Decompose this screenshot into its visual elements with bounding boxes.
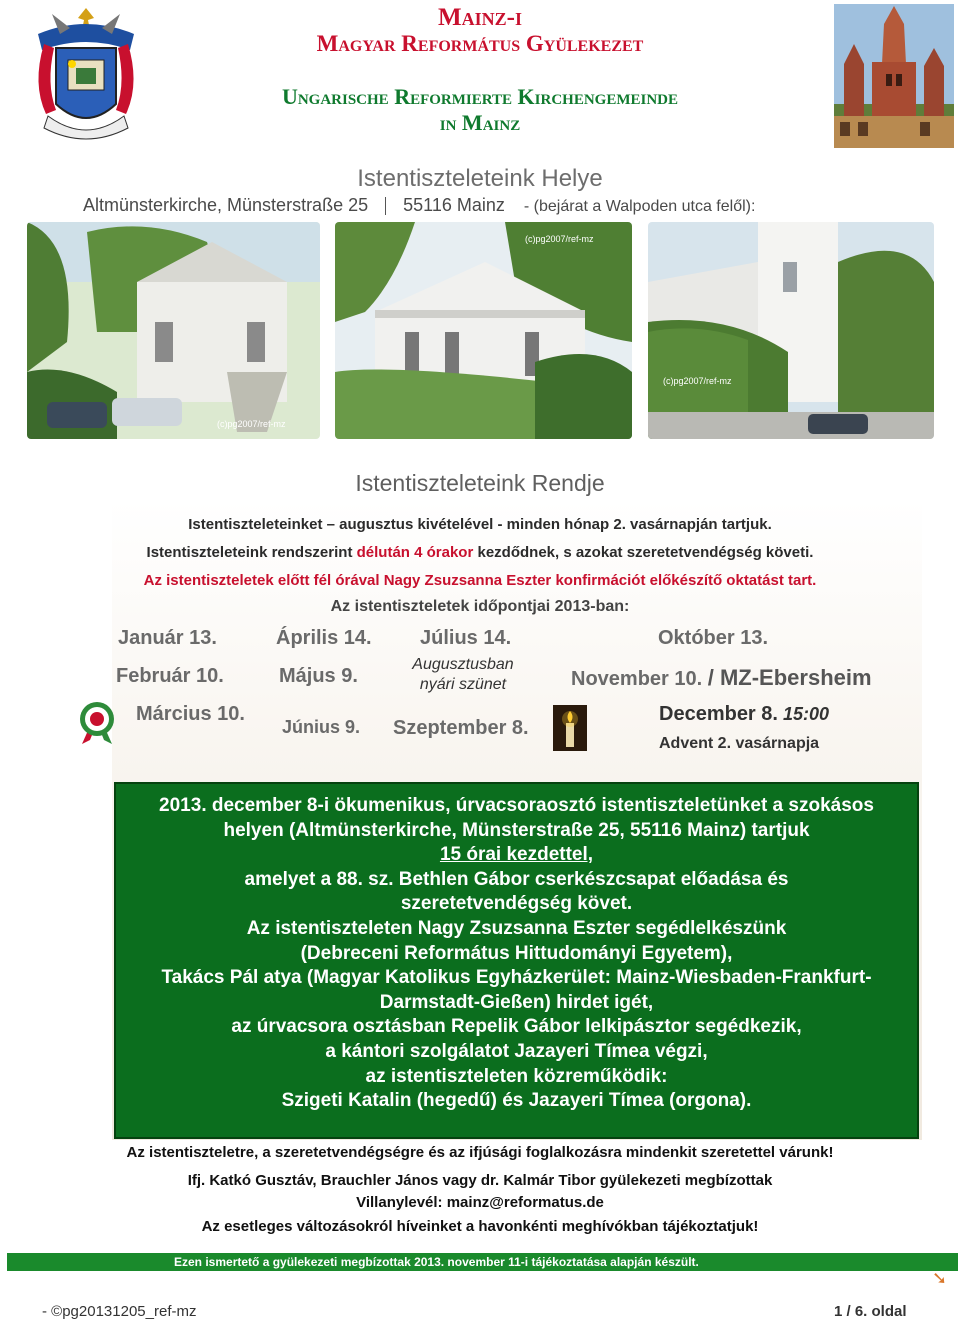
email-text[interactable]: Villanylevél: mainz@reformatus.de	[356, 1194, 604, 1211]
month-june: Június 9.	[282, 717, 361, 737]
location-address	[83, 195, 755, 216]
august-line2: nyári szünet	[419, 676, 507, 693]
notice-line-10: az úrvacsora osztásban Repelik Gábor lelkipásztor segédkezik,	[231, 1016, 802, 1038]
notice-line-2: helyen (Altmünsterkirche, Münsterstraße 25, 55116 Mainz) tartjuk	[223, 819, 810, 841]
page-number: 1 / 6. oldal	[834, 1303, 907, 1320]
month-september: Szeptember 8.	[393, 717, 529, 739]
photo2-watermark: (c)pg2007/ref-mz	[525, 234, 594, 244]
december-time: 15:00	[777, 704, 830, 724]
dates-heading: Az istentiszteletek időpontjai 2013-ban:	[330, 598, 630, 615]
august-line1: Augusztusban	[412, 656, 514, 673]
schedule-heading: Istentiszteleteink Rendje	[355, 470, 605, 496]
church-photo-3	[648, 222, 934, 439]
advent-candle-icon	[553, 705, 587, 751]
notice-line-9: Darmstadt-Gießen) hirdet igét,	[379, 991, 654, 1013]
notice-line-13: Szigeti Katalin (hegedű) és Jazayeri Tímea (orgona).	[281, 1090, 752, 1112]
notice-line-8: Takács Pál atya (Magyar Katolikus Egyházkerület: Mainz-Wiesbaden-Frankfurt-	[161, 967, 872, 989]
notice-line-5: szeretetvendégség követ.	[400, 893, 633, 915]
contacts-text: Ifj. Katkó Gusztáv, Brauchler János vagy dr. Kalmár Tibor gyülekezeti megbízottak	[187, 1172, 773, 1189]
november-location: / MZ-Ebersheim	[707, 665, 872, 690]
title-line1: Mainz-i	[438, 4, 522, 31]
month-october: Október 13.	[658, 627, 769, 649]
entrance-text: - (bejárat a Walpoden utca felől):	[523, 198, 756, 215]
line2-start: Istentiszteleteink rendszerint	[146, 544, 357, 561]
title-line2: Magyar Református Gyülekezet	[316, 31, 644, 56]
schedule-line1: Istentiszteleteinket – augusztus kivételével - minden hónap 2. vasárnapján tartjuk.	[188, 516, 772, 533]
footer-banner	[7, 1253, 958, 1271]
month-february: Február 10.	[116, 665, 224, 687]
next-page-arrow-icon[interactable]: ➘	[932, 1268, 948, 1288]
month-april: Április 14.	[276, 627, 372, 649]
line2-end: kezdődnek, s azokat szeretetvendégség követi.	[473, 544, 814, 561]
month-july: Július 14.	[420, 627, 512, 649]
photo1-watermark: (c)pg2007/ref-mz	[217, 419, 286, 429]
notice-line-3: 15 órai kezdettel,	[439, 844, 594, 866]
november-date: November 10.	[571, 668, 708, 690]
location-heading: Istentiszteleteink Helye	[357, 165, 603, 192]
schedule-line3: Az istentiszteletek előtt fél órával Nagy Zsuzsanna Eszter konfirmációt előkészítő oktatást tart.	[143, 572, 817, 589]
notice-line-12: az istentiszteleten közreműködik:	[365, 1065, 668, 1087]
hungarian-cockade-icon	[78, 700, 116, 744]
announcement-box	[114, 782, 919, 1139]
month-january: Január 13.	[118, 627, 217, 649]
changes-text: Az esetleges változásokról híveinket a havonkénti meghívókban tájékoztatjuk!	[201, 1218, 759, 1235]
document-id: - ©pg20131205_ref-mz	[42, 1303, 197, 1320]
month-december	[659, 703, 829, 726]
december-date: December 8.	[659, 703, 778, 725]
month-november	[571, 665, 872, 691]
subtitle-line2: in Mainz	[439, 110, 521, 135]
december-advent: Advent 2. vasárnapja	[659, 735, 820, 752]
postcode-text: 55116 Mainz	[403, 195, 505, 215]
line2-time: délután 4 órakor	[356, 544, 474, 561]
church-photo-2	[335, 222, 632, 439]
schedule-line2	[0, 544, 960, 561]
church-photo-1	[27, 222, 320, 439]
notice-line-1: 2013. december 8-i ökumenikus, úrvacsoraosztó istentiszteletünket a szokásos	[159, 795, 874, 816]
notice-line-11: a kántori szolgálatot Jazayeri Tímea végzi,	[325, 1040, 708, 1062]
notice-line-6: Az istentiszteleten Nagy Zsuzsanna Eszter segédlelkészünk	[246, 917, 787, 939]
photo3-watermark: (c)pg2007/ref-mz	[663, 376, 732, 386]
invite-text: Az istentiszteletre, a szeretetvendégségre és az ifjúsági foglalkozásra mindenkit szeretettel várunk!	[126, 1144, 834, 1161]
subtitle-line1: Ungarische Reformierte Kirchengemeinde	[281, 84, 679, 109]
august-note	[404, 655, 522, 695]
address-text: Altmünsterkirche, Münsterstraße 25	[83, 195, 369, 215]
month-march: Március 10.	[136, 703, 245, 725]
banner-text: Ezen ismertető a gyülekezeti megbízottak 2013. november 11-i tájékoztatása alapján készült.	[174, 1255, 699, 1269]
month-may: Május 9.	[279, 665, 358, 687]
notice-line-7: (Debreceni Református Hittudományi Egyetem),	[300, 942, 733, 964]
notice-line-4: amelyet a 88. sz. Bethlen Gábor cserkészcsapat előadása és	[244, 868, 789, 890]
